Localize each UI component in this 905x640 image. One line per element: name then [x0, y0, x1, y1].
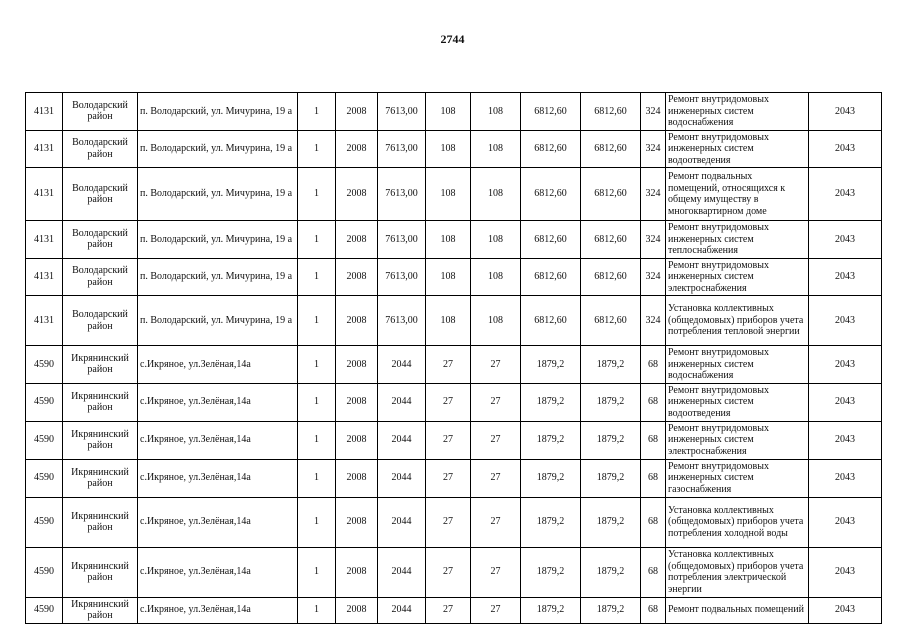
cell-value-2: 108 — [471, 168, 521, 221]
cell-address: п. Володарский, ул. Мичурина, 19 а — [138, 258, 298, 296]
cell-value-1: 108 — [426, 168, 471, 221]
cell-value-1: 27 — [426, 597, 471, 623]
cell-district: Володарский район — [63, 130, 138, 168]
cell-address: п. Володарский, ул. Мичурина, 19 а — [138, 130, 298, 168]
table-row — [26, 346, 882, 384]
cell-floors: 1 — [298, 547, 336, 597]
cell-value-3: 6812,60 — [521, 221, 581, 259]
cell-year: 2008 — [336, 421, 378, 459]
cell-address: с.Икряное, ул.Зелёная,14а — [138, 459, 298, 497]
cell-address: п. Володарский, ул. Мичурина, 19 а — [138, 168, 298, 221]
cell-address: с.Икряное, ул.Зелёная,14а — [138, 421, 298, 459]
cell-value-5: 324 — [641, 93, 666, 131]
cell-floors: 1 — [298, 168, 336, 221]
cell-value-1: 108 — [426, 221, 471, 259]
cell-area: 2044 — [378, 346, 426, 384]
page-number: 2744 — [440, 32, 465, 46]
cell-value-1: 108 — [426, 130, 471, 168]
cell-value-4: 6812,60 — [581, 93, 641, 131]
cell-value-1: 27 — [426, 383, 471, 421]
cell-plan-year: 2043 — [809, 547, 882, 597]
cell-id: 4131 — [26, 221, 63, 259]
cell-value-4: 6812,60 — [581, 168, 641, 221]
cell-year: 2008 — [336, 547, 378, 597]
cell-value-5: 68 — [641, 497, 666, 547]
cell-area: 2044 — [378, 597, 426, 623]
cell-district: Володарский район — [63, 93, 138, 131]
cell-district: Володарский район — [63, 258, 138, 296]
cell-value-4: 6812,60 — [581, 296, 641, 346]
cell-work-type: Ремонт внутридомовых инженерных систем водоснабжения — [666, 93, 809, 131]
cell-value-5: 324 — [641, 130, 666, 168]
cell-value-2: 27 — [471, 597, 521, 623]
cell-year: 2008 — [336, 130, 378, 168]
table-row — [26, 383, 882, 421]
cell-floors: 1 — [298, 221, 336, 259]
cell-work-type: Ремонт подвальных помещений, относящихся к общему имуществу в многоквартирном доме — [666, 168, 809, 221]
cell-value-4: 6812,60 — [581, 130, 641, 168]
cell-district: Икрянинский район — [63, 547, 138, 597]
cell-district: Володарский район — [63, 168, 138, 221]
cell-floors: 1 — [298, 421, 336, 459]
cell-value-4: 1879,2 — [581, 597, 641, 623]
cell-area: 7613,00 — [378, 93, 426, 131]
cell-value-4: 1879,2 — [581, 497, 641, 547]
cell-district: Володарский район — [63, 221, 138, 259]
cell-value-3: 6812,60 — [521, 93, 581, 131]
cell-value-3: 1879,2 — [521, 346, 581, 384]
cell-floors: 1 — [298, 130, 336, 168]
cell-area: 2044 — [378, 383, 426, 421]
cell-id: 4590 — [26, 547, 63, 597]
cell-district: Икрянинский район — [63, 421, 138, 459]
cell-plan-year: 2043 — [809, 221, 882, 259]
cell-plan-year: 2043 — [809, 93, 882, 131]
table-row — [26, 547, 882, 597]
cell-address: п. Володарский, ул. Мичурина, 19 а — [138, 93, 298, 131]
cell-value-4: 1879,2 — [581, 459, 641, 497]
cell-value-5: 324 — [641, 258, 666, 296]
cell-plan-year: 2043 — [809, 168, 882, 221]
cell-year: 2008 — [336, 383, 378, 421]
cell-value-4: 1879,2 — [581, 547, 641, 597]
cell-year: 2008 — [336, 459, 378, 497]
cell-area: 7613,00 — [378, 296, 426, 346]
cell-year: 2008 — [336, 93, 378, 131]
table-row — [26, 93, 882, 131]
cell-value-4: 6812,60 — [581, 221, 641, 259]
cell-value-1: 108 — [426, 296, 471, 346]
cell-value-2: 27 — [471, 421, 521, 459]
cell-district: Икрянинский район — [63, 497, 138, 547]
cell-floors: 1 — [298, 258, 336, 296]
cell-work-type: Ремонт внутридомовых инженерных систем теплоснабжения — [666, 221, 809, 259]
cell-id: 4131 — [26, 258, 63, 296]
cell-area: 2044 — [378, 421, 426, 459]
cell-work-type: Ремонт внутридомовых инженерных систем электроснабжения — [666, 421, 809, 459]
cell-value-1: 27 — [426, 497, 471, 547]
cell-value-2: 108 — [471, 258, 521, 296]
cell-id: 4590 — [26, 383, 63, 421]
cell-work-type: Ремонт подвальных помещений — [666, 597, 809, 623]
cell-value-4: 6812,60 — [581, 258, 641, 296]
cell-floors: 1 — [298, 296, 336, 346]
cell-id: 4590 — [26, 346, 63, 384]
cell-value-2: 27 — [471, 547, 521, 597]
cell-address: с.Икряное, ул.Зелёная,14а — [138, 497, 298, 547]
cell-address: п. Володарский, ул. Мичурина, 19 а — [138, 221, 298, 259]
cell-value-3: 6812,60 — [521, 168, 581, 221]
cell-value-2: 27 — [471, 383, 521, 421]
cell-plan-year: 2043 — [809, 296, 882, 346]
table-row — [26, 258, 882, 296]
cell-value-3: 6812,60 — [521, 258, 581, 296]
table-row — [26, 168, 882, 221]
cell-value-2: 108 — [471, 296, 521, 346]
cell-plan-year: 2043 — [809, 258, 882, 296]
cell-area: 7613,00 — [378, 258, 426, 296]
cell-value-5: 324 — [641, 168, 666, 221]
cell-work-type: Ремонт внутридомовых инженерных систем газоснабжения — [666, 459, 809, 497]
cell-value-2: 27 — [471, 459, 521, 497]
cell-year: 2008 — [336, 296, 378, 346]
cell-work-type: Ремонт внутридомовых инженерных систем водоотведения — [666, 130, 809, 168]
cell-id: 4131 — [26, 296, 63, 346]
cell-address: с.Икряное, ул.Зелёная,14а — [138, 346, 298, 384]
cell-value-5: 68 — [641, 547, 666, 597]
cell-plan-year: 2043 — [809, 597, 882, 623]
table-row — [26, 497, 882, 547]
cell-plan-year: 2043 — [809, 130, 882, 168]
cell-floors: 1 — [298, 93, 336, 131]
cell-value-4: 1879,2 — [581, 383, 641, 421]
cell-year: 2008 — [336, 168, 378, 221]
cell-value-5: 68 — [641, 597, 666, 623]
cell-floors: 1 — [298, 459, 336, 497]
capital-repair-table — [25, 92, 882, 624]
cell-id: 4131 — [26, 130, 63, 168]
cell-floors: 1 — [298, 346, 336, 384]
cell-value-3: 1879,2 — [521, 421, 581, 459]
table-row — [26, 130, 882, 168]
cell-value-2: 27 — [471, 346, 521, 384]
cell-work-type: Установка коллективных (общедомовых) приборов учета потребления холодной воды — [666, 497, 809, 547]
cell-value-1: 27 — [426, 547, 471, 597]
cell-plan-year: 2043 — [809, 459, 882, 497]
table-row — [26, 421, 882, 459]
cell-district: Володарский район — [63, 296, 138, 346]
cell-value-2: 108 — [471, 130, 521, 168]
cell-district: Икрянинский район — [63, 597, 138, 623]
cell-value-4: 1879,2 — [581, 421, 641, 459]
cell-value-5: 68 — [641, 346, 666, 384]
cell-area: 7613,00 — [378, 130, 426, 168]
cell-address: с.Икряное, ул.Зелёная,14а — [138, 383, 298, 421]
cell-value-3: 1879,2 — [521, 547, 581, 597]
cell-area: 7613,00 — [378, 221, 426, 259]
cell-plan-year: 2043 — [809, 346, 882, 384]
cell-year: 2008 — [336, 258, 378, 296]
cell-area: 2044 — [378, 459, 426, 497]
cell-floors: 1 — [298, 597, 336, 623]
cell-id: 4590 — [26, 459, 63, 497]
cell-id: 4590 — [26, 421, 63, 459]
cell-value-1: 27 — [426, 346, 471, 384]
cell-work-type: Установка коллективных (общедомовых) приборов учета потребления электрической энергии — [666, 547, 809, 597]
cell-area: 7613,00 — [378, 168, 426, 221]
cell-work-type: Установка коллективных (общедомовых) приборов учета потребления тепловой энергии — [666, 296, 809, 346]
cell-value-3: 1879,2 — [521, 383, 581, 421]
cell-value-3: 1879,2 — [521, 497, 581, 547]
cell-address: с.Икряное, ул.Зелёная,14а — [138, 597, 298, 623]
cell-work-type: Ремонт внутридомовых инженерных систем водоотведения — [666, 383, 809, 421]
cell-plan-year: 2043 — [809, 383, 882, 421]
cell-year: 2008 — [336, 221, 378, 259]
cell-value-5: 324 — [641, 296, 666, 346]
cell-value-3: 1879,2 — [521, 459, 581, 497]
cell-value-2: 108 — [471, 221, 521, 259]
cell-value-3: 6812,60 — [521, 296, 581, 346]
cell-area: 2044 — [378, 497, 426, 547]
cell-plan-year: 2043 — [809, 421, 882, 459]
cell-id: 4131 — [26, 168, 63, 221]
cell-id: 4590 — [26, 497, 63, 547]
cell-value-4: 1879,2 — [581, 346, 641, 384]
cell-value-1: 108 — [426, 258, 471, 296]
cell-value-1: 27 — [426, 421, 471, 459]
table-row — [26, 221, 882, 259]
cell-year: 2008 — [336, 597, 378, 623]
cell-value-1: 108 — [426, 93, 471, 131]
cell-address: с.Икряное, ул.Зелёная,14а — [138, 547, 298, 597]
cell-id: 4131 — [26, 93, 63, 131]
table-row — [26, 296, 882, 346]
cell-area: 2044 — [378, 547, 426, 597]
cell-value-5: 68 — [641, 383, 666, 421]
cell-district: Икрянинский район — [63, 459, 138, 497]
table-row — [26, 459, 882, 497]
cell-id: 4590 — [26, 597, 63, 623]
cell-district: Икрянинский район — [63, 346, 138, 384]
table-row — [26, 597, 882, 623]
cell-district: Икрянинский район — [63, 383, 138, 421]
cell-value-5: 68 — [641, 421, 666, 459]
cell-year: 2008 — [336, 346, 378, 384]
cell-value-3: 6812,60 — [521, 130, 581, 168]
cell-value-3: 1879,2 — [521, 597, 581, 623]
cell-year: 2008 — [336, 497, 378, 547]
cell-value-1: 27 — [426, 459, 471, 497]
cell-work-type: Ремонт внутридомовых инженерных систем водоснабжения — [666, 346, 809, 384]
cell-value-5: 324 — [641, 221, 666, 259]
cell-value-5: 68 — [641, 459, 666, 497]
cell-work-type: Ремонт внутридомовых инженерных систем электроснабжения — [666, 258, 809, 296]
cell-value-2: 27 — [471, 497, 521, 547]
cell-floors: 1 — [298, 383, 336, 421]
cell-floors: 1 — [298, 497, 336, 547]
cell-plan-year: 2043 — [809, 497, 882, 547]
cell-address: п. Володарский, ул. Мичурина, 19 а — [138, 296, 298, 346]
cell-value-2: 108 — [471, 93, 521, 131]
